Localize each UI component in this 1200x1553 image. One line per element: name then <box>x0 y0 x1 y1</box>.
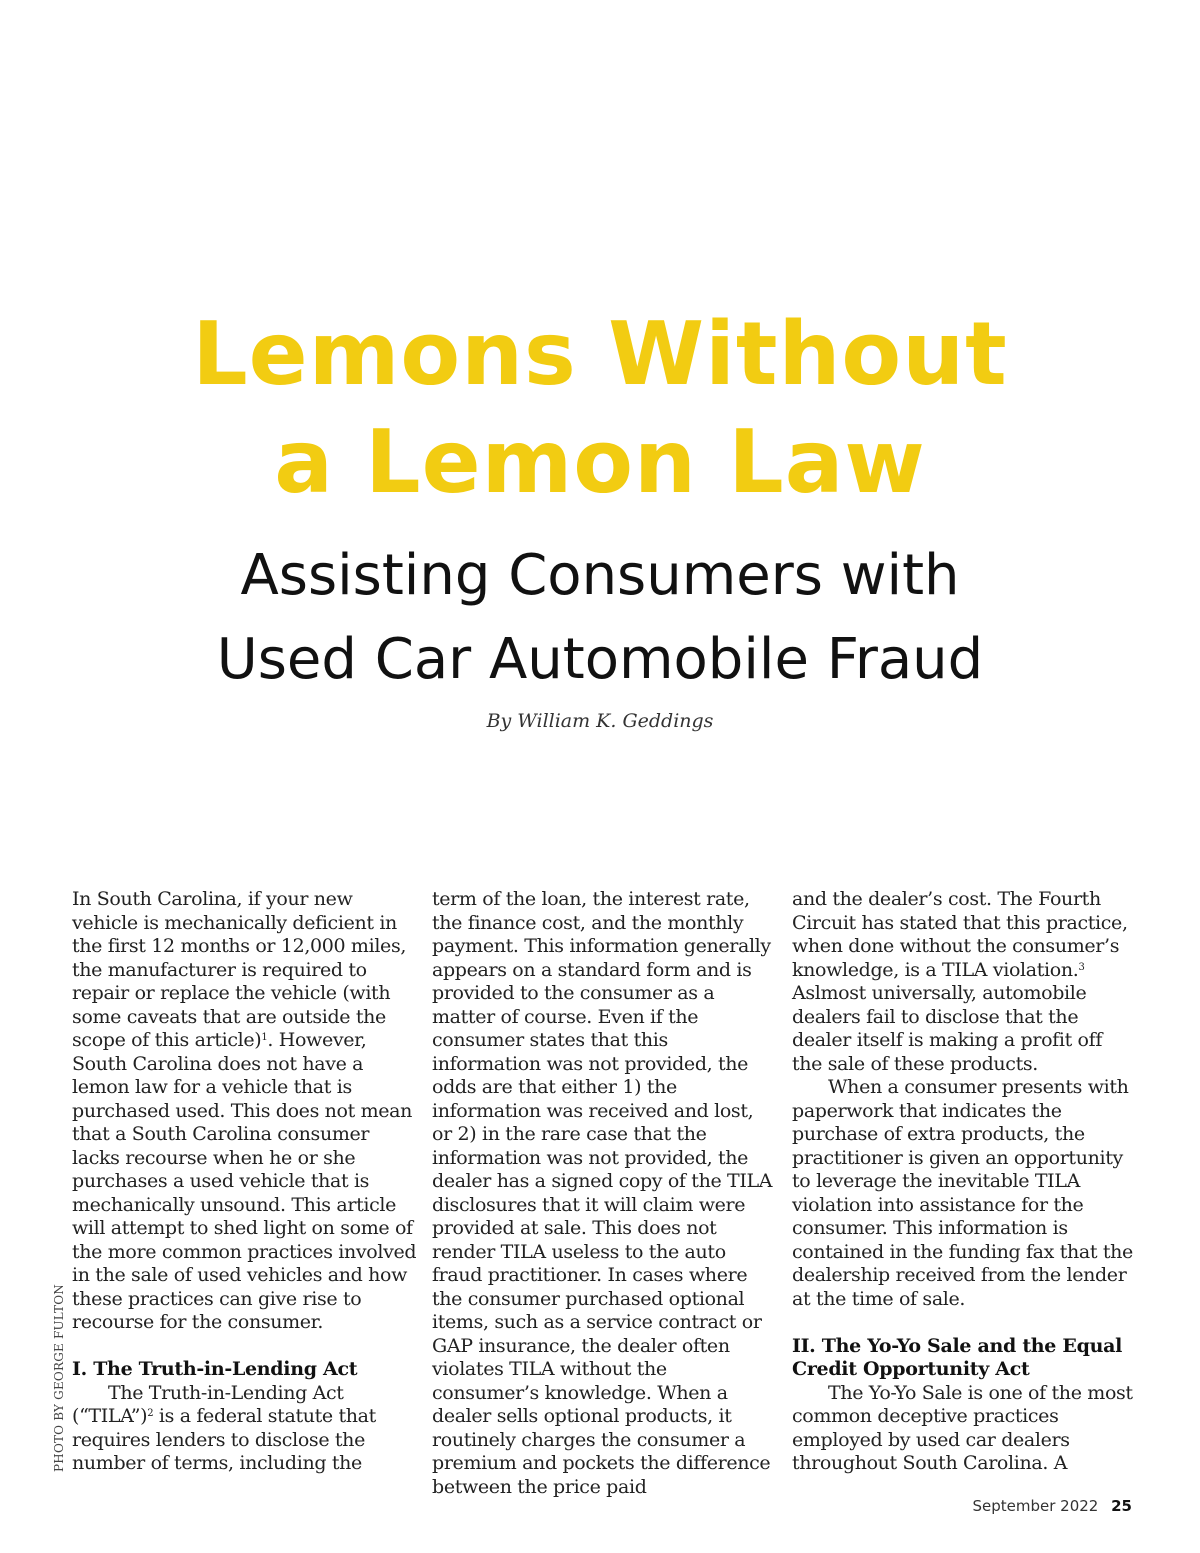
paragraph-text: and the dealer’s cost. The Fourth Circuit has stated that this practice, when done without the consumer’s knowledge, is a TILA violation. <box>792 888 1128 981</box>
paragraph-text: The Truth-in-Lending Act (“TILA”) <box>72 1381 344 1427</box>
paragraph-text: is a federal statute that requires lenders to disclose the number of terms, including the <box>72 1405 376 1474</box>
section-heading-tila: I. The Truth-in-Lending Act <box>72 1358 358 1380</box>
paragraph-text: . However, South Carolina does not have a lemon law for a vehicle that is purchased used. This does not mean that a South Carolina consumer lacks recourse when he or she purchases a used vehicle that is mechanically unsound. This article will attempt to shed light on some of the more common practices involved in the sale of used vehicles and how these practices can give rise to recourse for the consumer. <box>72 1029 417 1333</box>
footnote-ref-2: 2 <box>147 1408 154 1419</box>
page-number: 25 <box>1111 1497 1132 1515</box>
paragraph-yo-yo: The Yo-Yo Sale is one of the most common deceptive practices employed by used car dealers throughout South Carolina. A <box>792 1381 1133 1474</box>
paragraph-tila <box>72 1382 417 1476</box>
subtitle-line-2: Used Car Automobile Fraud <box>216 627 984 692</box>
issue-date: September 2022 <box>972 1497 1099 1515</box>
byline: By William K. Geddings <box>486 710 714 732</box>
body-column-3 <box>792 888 1137 1476</box>
title-line-1: Lemons Without <box>192 303 1008 405</box>
footnote-ref-3: 3 <box>1078 961 1085 973</box>
section-heading-yo-yo: II. The Yo-Yo Sale and the Equal Credit Opportunity Act <box>792 1334 1123 1380</box>
paragraph-text: Aslmost universally, automobile dealers fail to disclose that the dealer itself is making a profit off the sale of these products. <box>792 982 1103 1075</box>
paragraph-fourth-circuit <box>792 888 1137 1076</box>
title-line-2: a Lemon Law <box>274 411 926 513</box>
body-column-1 <box>72 888 417 1476</box>
paragraph-intro <box>72 888 417 1335</box>
article-title <box>0 300 1200 516</box>
footnote-ref-1: 1 <box>261 1032 268 1043</box>
paragraph-funding-fax: When a consumer presents with paperwork that indicates the purchase of extra products, the practitioner is given an opportunity to leverage the inevitable TILA violation into assistance for the consumer. This information is contained in the funding fax that the dealership received from the lender at the time of sale. <box>792 1076 1133 1310</box>
body-column-2 <box>432 888 777 1499</box>
photo-credit: PHOTO BY GEORGE FULTON <box>52 1284 66 1472</box>
page-footer <box>972 1497 1132 1515</box>
subtitle-line-1: Assisting Consumers with <box>240 543 960 608</box>
article-subtitle <box>0 534 1200 702</box>
paragraph-text: In South Carolina, if your new vehicle is mechanically deficient in the first 12 months or 12,000 miles, the manufacturer is required to repair or replace the vehicle (with some caveats that are outside the scope of this article) <box>72 888 407 1051</box>
paragraph-tila-continued: term of the loan, the interest rate, the finance cost, and the monthly payment. This information generally appears on a standard form and is provided to the consumer as a matter of course. Even if the consumer states that this information was not provided, the odds are that either 1) the information was received and lost, or 2) in the rare case that the information was not provided, the dealer has a signed copy of the TILA disclosures that it will claim were provided at sale. This does not render TILA useless to the auto fraud practitioner. In cases where the consumer purchased optional items, such as a service contract or GAP insurance, the dealer often violates TILA without the consumer’s knowledge. When a dealer sells optional products, it routinely charges the consumer a premium and pockets the difference between the price paid <box>432 888 773 1498</box>
